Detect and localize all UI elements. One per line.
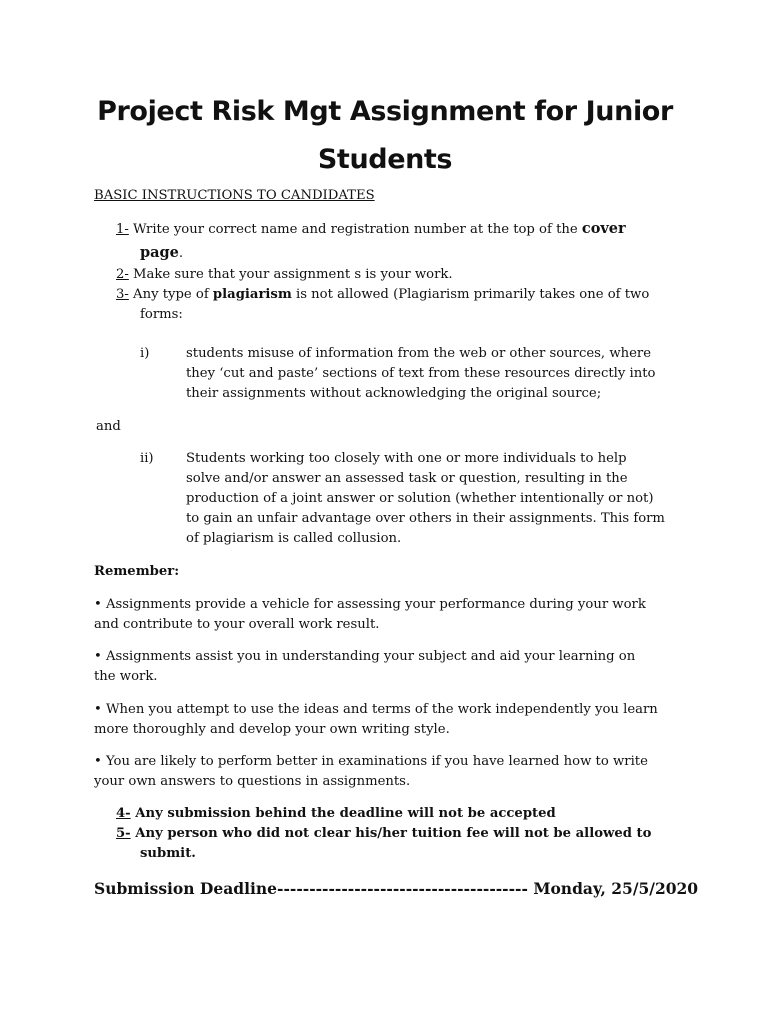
- item-number: 4-: [116, 806, 131, 821]
- sub-item-ii-label: ii): [140, 451, 154, 466]
- sub-item-i-label: i): [140, 346, 150, 361]
- bullet-line: and contribute to your overall work result.: [94, 617, 380, 632]
- instruction-item-5-continued: submit.: [140, 846, 196, 861]
- bullet-line: more thoroughly and develop your own writing style.: [94, 722, 450, 737]
- item-bold-text: cover: [581, 220, 626, 237]
- sub-item-ii-line: solve and/or answer an assessed task or question, resulting in the: [186, 471, 628, 486]
- bullet-line: • You are likely to perform better in examinations if you have learned how to write: [94, 754, 648, 769]
- bullet-paragraph: [94, 752, 684, 792]
- item-text: .: [178, 246, 184, 261]
- item-text: is not allowed (Plagiarism primarily takes one of two: [291, 287, 650, 302]
- bullet-line: • Assignments provide a vehicle for assessing your performance during your work: [94, 597, 646, 612]
- sub-item-i-line: they ‘cut and paste’ sections of text from these resources directly into: [186, 366, 656, 381]
- sub-item-ii-line: of plagiarism is called collusion.: [186, 531, 402, 546]
- document-title: [90, 88, 680, 184]
- instruction-item-4: [116, 804, 556, 824]
- sub-item-ii-line: Students working too closely with one or more individuals to help: [186, 451, 627, 466]
- item-number: 1-: [116, 222, 129, 237]
- bullet-line: your own answers to questions in assignments.: [94, 774, 411, 789]
- and-text: and: [96, 419, 121, 434]
- sub-item-i-line: students misuse of information from the web or other sources, where: [186, 346, 652, 361]
- item-text: Write your correct name and registration number at the top of the: [128, 222, 582, 237]
- sub-item-i-line: their assignments without acknowledging the original source;: [186, 386, 602, 401]
- instruction-item-2: [116, 265, 453, 285]
- bullet-line: • Assignments assist you in understanding your subject and aid your learning on: [94, 649, 636, 664]
- instructions-heading: BASIC INSTRUCTIONS TO CANDIDATES: [94, 188, 375, 203]
- bullet-paragraph: [94, 595, 684, 635]
- sub-item-ii-line: to gain an unfair advantage over others in their assignments. This form: [186, 511, 665, 526]
- title-line-2: Students: [317, 144, 453, 175]
- item-text: Make sure that your assignment s is your work.: [128, 267, 453, 282]
- instruction-item-1-continued: [140, 243, 183, 264]
- sub-item-ii-line: production of a joint answer or solution (whether intentionally or not): [186, 491, 654, 506]
- item-number: 2-: [116, 267, 129, 282]
- instruction-item-3-continued: forms:: [140, 307, 183, 322]
- item-text: Any person who did not clear his/her tuition fee will not be allowed to: [130, 826, 652, 841]
- bullet-line: the work.: [94, 669, 158, 684]
- item-text: Any type of: [128, 287, 213, 302]
- item-number: 5-: [116, 826, 131, 841]
- item-number: 3-: [116, 287, 129, 302]
- instruction-item-5: [116, 824, 651, 844]
- bullet-paragraph: [94, 647, 684, 687]
- title-line-1: Project Risk Mgt Assignment for Junior: [97, 96, 673, 127]
- instruction-item-1: [116, 219, 626, 240]
- item-bold-text: plagiarism: [212, 287, 292, 302]
- item-bold-text: page: [140, 244, 179, 261]
- submission-deadline: Submission Deadline--------------------------------------- Monday, 25/5/2020: [94, 879, 699, 898]
- instruction-item-3: [116, 285, 649, 305]
- item-text: Any submission behind the deadline will not be accepted: [130, 806, 556, 821]
- remember-heading: Remember:: [94, 564, 180, 579]
- bullet-line: • When you attempt to use the ideas and terms of the work independently you learn: [94, 702, 658, 717]
- bullet-paragraph: [94, 700, 684, 740]
